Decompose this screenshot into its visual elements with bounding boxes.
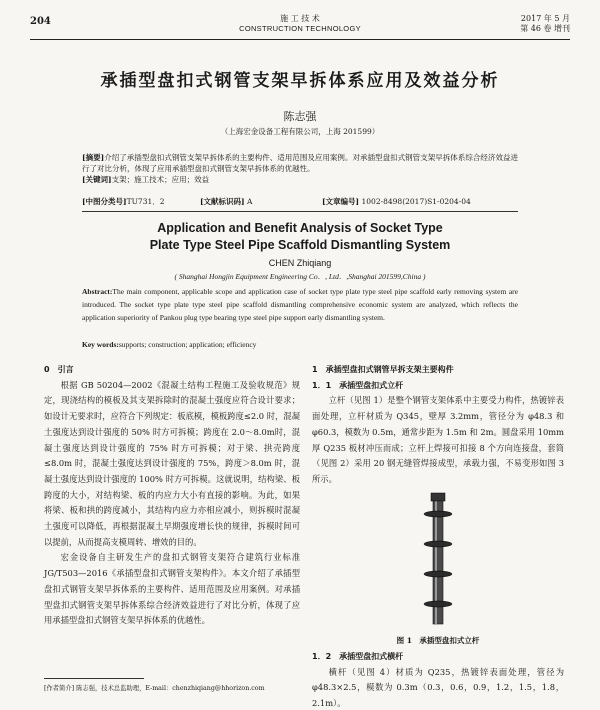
clc-value: TU731．2 — [126, 197, 165, 206]
clc-code — [82, 196, 165, 207]
abstract-cn-text: 介绍了承插型盘扣式钢管支架早拆体系的主要构件、适用范围及应用案例。对承插型盘扣式钢管支架早拆体系综合经济效益进行了对比分析，体现了应用承插型盘扣式钢管支架早拆体系的优越性。 — [82, 153, 518, 173]
journal-name-cn: 施 工 技 术 — [280, 14, 320, 23]
issue-info — [520, 14, 570, 34]
section-heading-intro: 0 引言 — [44, 365, 74, 374]
subsection-heading-1-2: 1．2 承插型盘扣式横杆 — [312, 652, 404, 661]
author-footnote: [作者简介] 陈志强，技术总监助理，E-mail：chenzhiqiang@hhorizon.com — [44, 685, 265, 692]
footnote-divider — [44, 678, 144, 679]
intro-paragraph-2: 宏金设备自主研发生产的盘扣式钢管支架符合建筑行业标准 JG/T503—2016《承插型盘扣式钢管支架构件》。本文介绍了承插型盘扣式钢管支架早拆体系的主要构件、适用范围及应用案例。对承插型盘扣式钢管支架早拆体系综合经济效益进行了对比分析，体现了应用承插型盘扣式钢管支架早拆体系的优越性。 — [44, 552, 300, 626]
doc-code-value: A — [247, 197, 253, 206]
figure-1-vertical-pole — [312, 492, 564, 627]
article-no-label: [文章编号] — [322, 197, 360, 206]
issue-volume: 第 46 卷 增刊 — [520, 24, 570, 33]
title-en-line2: Plate Type Steel Pipe Scaffold Dismantling System — [149, 238, 451, 252]
paragraph-1-1: 立杆（见图 1）是整个钢管支架体系中主要受力构件，热镀锌表面处理，立杆材质为 Q345，壁厚 3.2mm，管径分为 φ48.3 和 φ60.3，模数为 0.5m，通常步距为 1.5m 和 2m。圆盘采用 10mm 厚 Q235 板材冲压而成；立杆上焊接可扣接 8 个方向连接盘，套筒（见图 2）采用 20 钢无缝管焊接成型，承载力强，不易变形如图 3 所示。 — [312, 395, 564, 484]
figure-1-caption: 图 1 承插型盘扣式立杆 — [396, 636, 480, 645]
issue-date: 2017 年 5 月 — [520, 14, 570, 23]
keywords-cn: 支架；施工技术；应用；效益 — [111, 175, 210, 184]
abstract-cn-label: [摘要] — [82, 153, 105, 162]
right-column-continued — [312, 649, 564, 710]
article-no-value: 1002-8498(2017)S1-0204-04 — [361, 197, 471, 206]
doc-code-label: [文献标识码] — [200, 197, 245, 206]
author-cn: 陈志强 — [283, 110, 317, 123]
article-title-cn: 承插型盘扣式钢管支架早拆体系应用及效益分析 — [100, 71, 500, 91]
affiliation-en: ( Shanghai Hongjin Equipment Engineering Co．, Ltd．,Shanghai 201599,China ) — [174, 272, 426, 281]
pole-illustration — [424, 493, 452, 624]
section-heading-components: 1 承插型盘扣式钢管早拆支架主要构件 — [312, 365, 454, 374]
abstract-en — [82, 285, 518, 324]
article-title-en — [0, 220, 600, 254]
page-header — [30, 14, 570, 40]
title-en-line1: Application and Benefit Analysis of Socket Type — [157, 221, 443, 235]
right-column — [312, 362, 564, 488]
keywords-en: supports; construction; application; efficiency — [118, 340, 257, 349]
intro-paragraph-1: 根据 GB 50204—2002《混凝土结构工程施工及验收规范》规定，现浇结构的模板及其支架拆除时的混凝土强度应符合设计要求；如设计无要求时，应符合下列规定：板底模，模板跨度≤2.0 时，混凝土强度达到设计强度的 50% 时方可拆模；跨度在 2.0～8.0m时，混凝土强度达到设计强度的 75% 时方可拆模；对于梁、拱壳跨度≤8.0m 时，混凝土强度达到设计强度的 75%，跨度＞8.0m 时，混凝土强度达到设计强度的 100% 时方可拆模。这就说明，结构梁、板跨度的大小，对结构梁、板的内应力大小有直接的影响。为此，如果将梁、板和拱的跨度减小，其结构内应力亦相应减小，则拆模时混凝土强度可以降低，再根据混凝土早期强度增长快的规律，拆模时间可以提前，从而提高支模周转、增效的目的。 — [44, 379, 300, 547]
article-number — [322, 196, 471, 207]
keywords-en-block — [82, 340, 518, 349]
keywords-cn-label: [关键词] — [82, 175, 112, 184]
author-en: CHEN Zhiqiang — [268, 258, 332, 268]
abstract-en-text: The main component, applicable scope and application case of socket type plate type steel pipe scaffold early removing system are introduced. The socket type plate type steel pipe scaffold dismantling comprehensive economic system are analyzed, which reflects the application superiority of Pankou plug type bearing type steel pipe support early dismantling system. — [82, 287, 518, 322]
keywords-en-label: Key words: — [82, 340, 119, 349]
affiliation-cn: （上海宏金设备工程有限公司，上海 201599） — [220, 127, 380, 136]
clc-label: [中图分类号] — [82, 197, 127, 206]
divider — [82, 211, 518, 212]
journal-name-en: CONSTRUCTION TECHNOLOGY — [239, 24, 361, 33]
journal-name — [30, 14, 570, 34]
paragraph-1-2: 横杆（见图 4）材质为 Q235，热镀锌表面处理，管径为 φ48.3×2.5，模数为 0.3m（0.3，0.6，0.9，1.2，1.5，1.8，2.1m）。 — [312, 666, 564, 709]
page-number: 204 — [30, 16, 51, 27]
subsection-heading-1-1: 1．1 承插型盘扣式立杆 — [312, 380, 404, 390]
abstract-cn — [82, 152, 518, 185]
abstract-en-label: Abstract: — [82, 287, 113, 296]
left-column — [44, 362, 300, 629]
doc-code — [200, 196, 252, 207]
